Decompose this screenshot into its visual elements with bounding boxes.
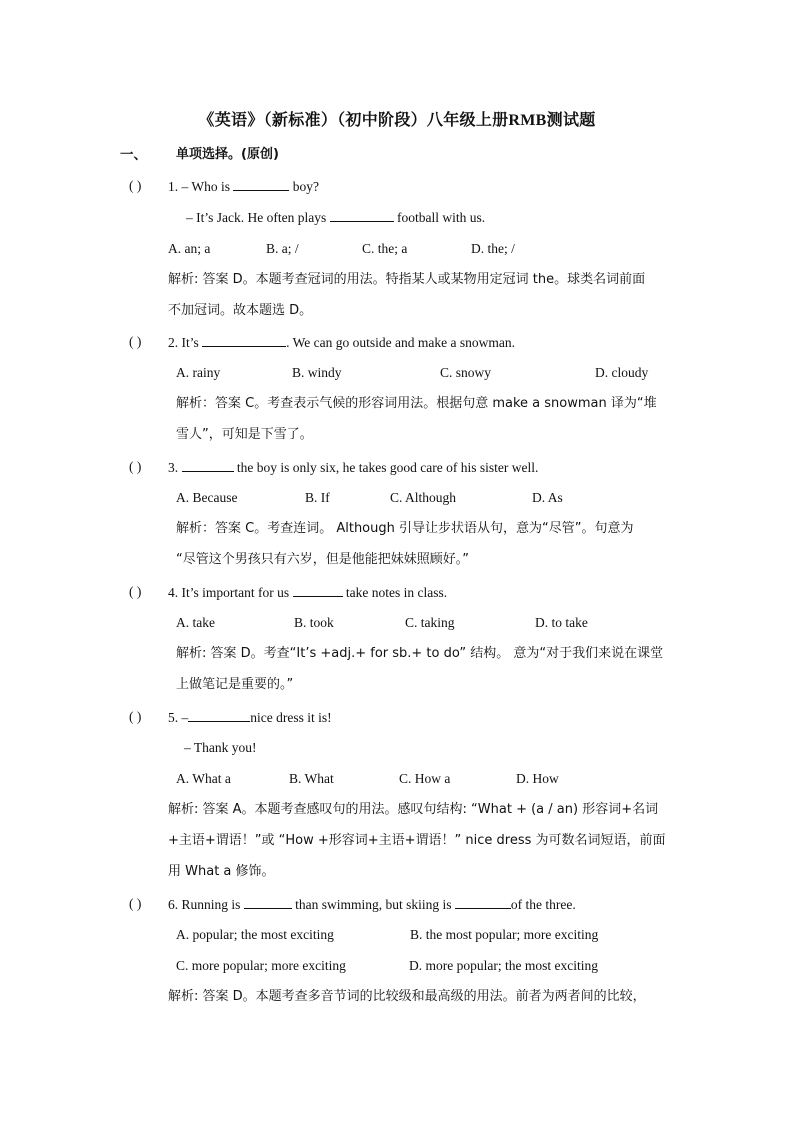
question-4-analysis-line1: 解析: 答案 D。考查“It’s +adj.+ for sb.+ to do” 结构。 意为“对于我们来说在课堂 xyxy=(176,646,664,661)
answer-bracket: ( ) xyxy=(129,178,142,193)
question-4-line1: 4. It’s important for us take notes in class. xyxy=(168,585,448,600)
question-4-option-a: A. take xyxy=(176,615,215,630)
question-2-analysis-line1: 解析：答案 C。考查表示气候的形容词用法。根据句意 make a snowman 译为“堆 xyxy=(176,396,657,411)
question-6-option-c: C. more popular; more exciting xyxy=(176,958,346,973)
question-5-line1: 5. – nice dress it is! xyxy=(168,710,332,725)
question-2-option-a: A. rainy xyxy=(176,365,221,380)
question-3-analysis-line2: “尽管这个男孩只有六岁，但是他能把妹妹照顾好。” xyxy=(176,552,469,567)
question-6-analysis-line1: 解析: 答案 D。本题考查多音节词的比较级和最高级的用法。前者为两者间的比较， xyxy=(168,989,646,1004)
question-5-analysis-line3: 用 What a 修饰。 xyxy=(168,864,275,879)
question-2-line1: 2. It’s . We can go outside and make a snowman. xyxy=(168,335,515,350)
answer-bracket: ( ) xyxy=(129,896,142,911)
question-1-option-a: A. an; a xyxy=(168,241,211,256)
question-5-option-c: C. How a xyxy=(399,771,451,786)
question-6-option-a: A. popular; the most exciting xyxy=(176,927,334,942)
question-3-analysis-line1: 解析：答案 C。考查连词。 Although 引导让步状语从句，意为“尽管”。句意为 xyxy=(176,521,634,536)
question-2-analysis-line2: 雪人”，可知是下雪了。 xyxy=(176,427,313,442)
question-2-option-c: C. snowy xyxy=(440,365,492,380)
question-4-option-c: C. taking xyxy=(405,615,455,630)
question-4-option-d: D. to take xyxy=(535,615,588,630)
question-1-line2: – It’s Jack. He often plays football with us. xyxy=(186,210,486,225)
answer-bracket: ( ) xyxy=(129,334,142,349)
section-number: 一、 xyxy=(120,147,147,162)
question-3-line1: 3. the boy is only six, he takes good care of his sister well. xyxy=(168,460,539,475)
question-1-analysis-line1: 解析: 答案 D。本题考查冠词的用法。特指某人或某物用定冠词 the。球类名词前面 xyxy=(168,272,646,287)
question-4-analysis-line2: 上做笔记是重要的。” xyxy=(176,677,294,692)
question-6-option-d: D. more popular; the most exciting xyxy=(409,958,598,973)
question-5-option-a: A. What a xyxy=(176,771,231,786)
question-3-option-a: A. Because xyxy=(176,490,238,505)
question-4-option-b: B. took xyxy=(294,615,334,630)
question-1-option-c: C. the; a xyxy=(362,241,408,256)
question-5-analysis-line2: +主语+谓语！”或 “How +形容词+主语+谓语！” nice dress 为可数名词短语，前面 xyxy=(168,833,666,848)
question-6-line1: 6. Running is than swimming, but skiing is of the three. xyxy=(168,897,576,912)
question-3-option-d: D. As xyxy=(532,490,563,505)
question-2-option-b: B. windy xyxy=(292,365,342,380)
answer-bracket: ( ) xyxy=(129,459,142,474)
answer-bracket: ( ) xyxy=(129,709,142,724)
answer-bracket: ( ) xyxy=(129,584,142,599)
question-5-option-d: D. How xyxy=(516,771,559,786)
question-6-option-b: B. the most popular; more exciting xyxy=(410,927,599,942)
section-label: 单项选择。(原创) xyxy=(176,147,279,162)
question-1-analysis-line2: 不加冠词。故本题选 D。 xyxy=(168,303,313,318)
question-5-analysis-line1: 解析: 答案 A。本题考查感叹句的用法。感叹句结构: “What + (a / an) 形容词+名词 xyxy=(168,802,659,817)
question-1-line1: 1. – Who is boy? xyxy=(168,179,320,194)
question-3-option-c: C. Although xyxy=(390,490,457,505)
page-title: 《英语》（新标准）（初中阶段）八年级上册RMB测试题 xyxy=(198,112,596,129)
question-5-option-b: B. What xyxy=(289,771,334,786)
question-2-option-d: D. cloudy xyxy=(595,365,649,380)
question-3-option-b: B. If xyxy=(305,490,330,505)
question-5-line2: – Thank you! xyxy=(184,740,257,755)
question-1-option-d: D. the; / xyxy=(471,241,515,256)
question-1-option-b: B. a; / xyxy=(266,241,299,256)
